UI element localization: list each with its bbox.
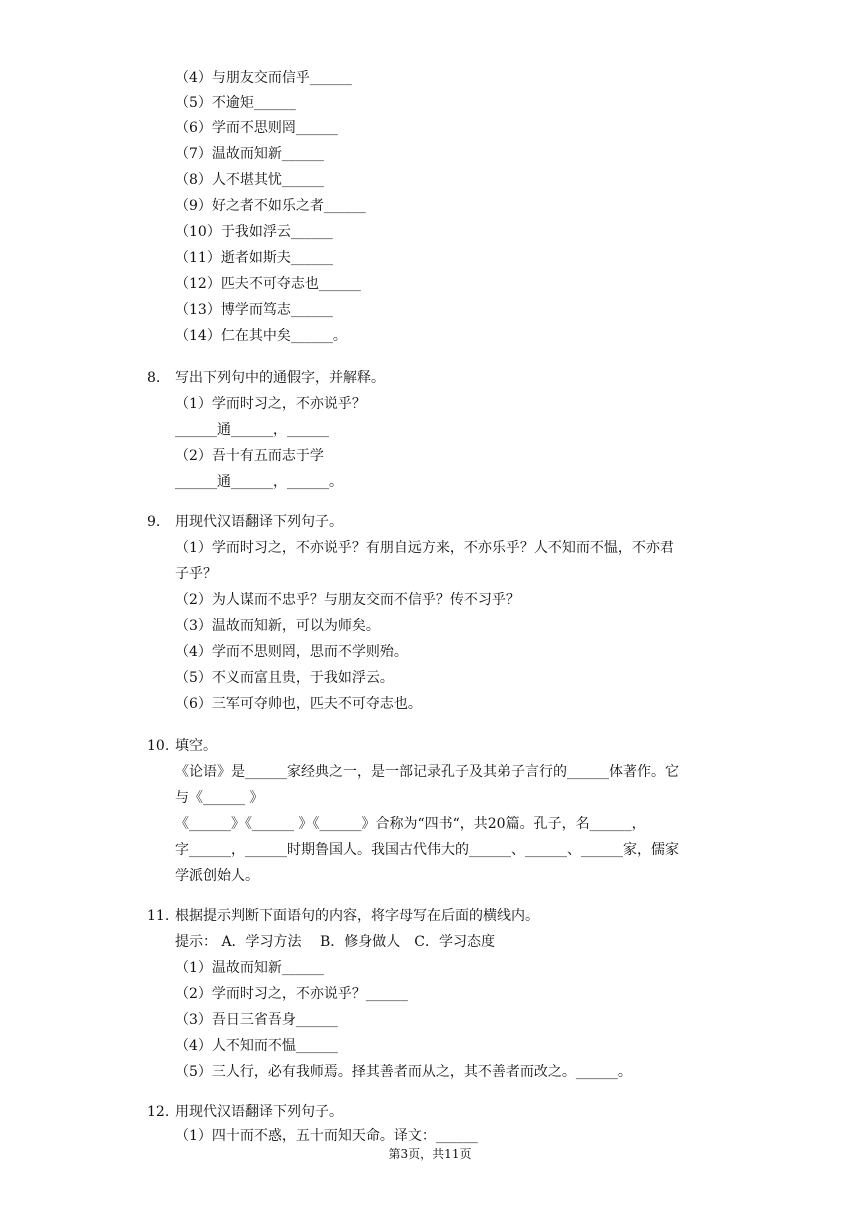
- q9-line: （1）学而时习之，不亦说乎？有朋自远方来，不亦乐乎？人不知而不愠，不亦君: [175, 540, 674, 556]
- question-8-heading: [147, 368, 385, 388]
- q7-item: （6）学而不思则罔______: [175, 120, 338, 136]
- q11-line: 提示： A．学习方法 B．修身做人 C．学习态度: [175, 934, 496, 950]
- q9-line: （5）不义而富且贵，于我如浮云。: [175, 670, 394, 686]
- question-title: 用现代汉语翻译下列句子。: [175, 1104, 343, 1120]
- q9-line: （6）三军可夺帅也，匹夫不可夺志也。: [175, 696, 422, 712]
- question-number: 11.: [147, 908, 170, 924]
- q7-item: （7）温故而知新______: [175, 146, 324, 162]
- question-number: 9.: [147, 514, 161, 530]
- q9-line: （4）学而不思则罔，思而不学则殆。: [175, 644, 408, 660]
- question-12-heading: [147, 1102, 343, 1122]
- q10-line: 《论语》是______家经典之一，是一部记录孔子及其弟子言行的______体著作。它: [175, 764, 679, 780]
- question-number: 10.: [147, 738, 170, 754]
- q8-line: ______通______，______: [175, 422, 329, 438]
- q7-item: （4）与朋友交而信乎______: [175, 70, 352, 86]
- q7-item: （11）逝者如斯夫______: [175, 250, 333, 266]
- q7-item: （9）好之者不如乐之者______: [175, 198, 366, 214]
- question-number: 12.: [147, 1104, 170, 1120]
- q8-line: ______通______，______。: [175, 474, 343, 490]
- q7-item: （12）匹夫不可夺志也______: [175, 276, 361, 292]
- q8-line: （1）学而时习之，不亦说乎？: [175, 396, 366, 412]
- q10-line: 《______》《______ 》《______》合称为“四书“，共20篇。孔子，名______，: [175, 816, 646, 832]
- q9-line: （2）为人谋而不忠乎？与朋友交而不信乎？传不习乎？: [175, 592, 520, 608]
- question-9-heading: [147, 512, 343, 532]
- page-footer: 第3页，共11页: [388, 1147, 472, 1161]
- q10-line: 与《______ 》: [175, 790, 264, 806]
- q7-item: （5）不逾矩______: [175, 95, 296, 111]
- question-11-heading: [147, 906, 539, 926]
- question-title: 写出下列句中的通假字，并解释。: [175, 370, 385, 386]
- q11-line: （1）温故而知新______: [175, 960, 324, 976]
- q7-item: （8）人不堪其忧______: [175, 172, 324, 188]
- q7-item: （14）仁在其中矣______。: [175, 328, 347, 344]
- q10-line: 学派创始人。: [175, 868, 259, 884]
- question-title: 根据提示判断下面语句的内容，将字母写在后面的横线内。: [175, 908, 539, 924]
- q8-line: （2）吾十有五而志于学: [175, 448, 324, 464]
- q7-item: （10）于我如浮云______: [175, 224, 333, 240]
- question-10-heading: [147, 736, 217, 756]
- q11-line: （4）人不知而不愠______: [175, 1038, 338, 1054]
- q10-line: 字______，______时期鲁国人。我国古代伟大的______、______、______家，儒家: [175, 842, 679, 858]
- q9-line: （3）温故而知新，可以为师矣。: [175, 618, 380, 634]
- q7-item: （13）博学而笃志______: [175, 302, 333, 318]
- q9-line: 子乎？: [175, 566, 217, 582]
- q12-line: （1）四十而不惑，五十而知天命。译文：______: [175, 1128, 478, 1144]
- q11-line: （3）吾日三省吾身______: [175, 1012, 338, 1028]
- question-title: 用现代汉语翻译下列句子。: [175, 514, 343, 530]
- question-number: 8.: [147, 370, 161, 386]
- q11-line: （2）学而时习之，不亦说乎？______: [175, 986, 408, 1002]
- q11-line: （5）三人行，必有我师焉。择其善者而从之，其不善者而改之。______。: [175, 1064, 632, 1080]
- question-title: 填空。: [175, 738, 217, 754]
